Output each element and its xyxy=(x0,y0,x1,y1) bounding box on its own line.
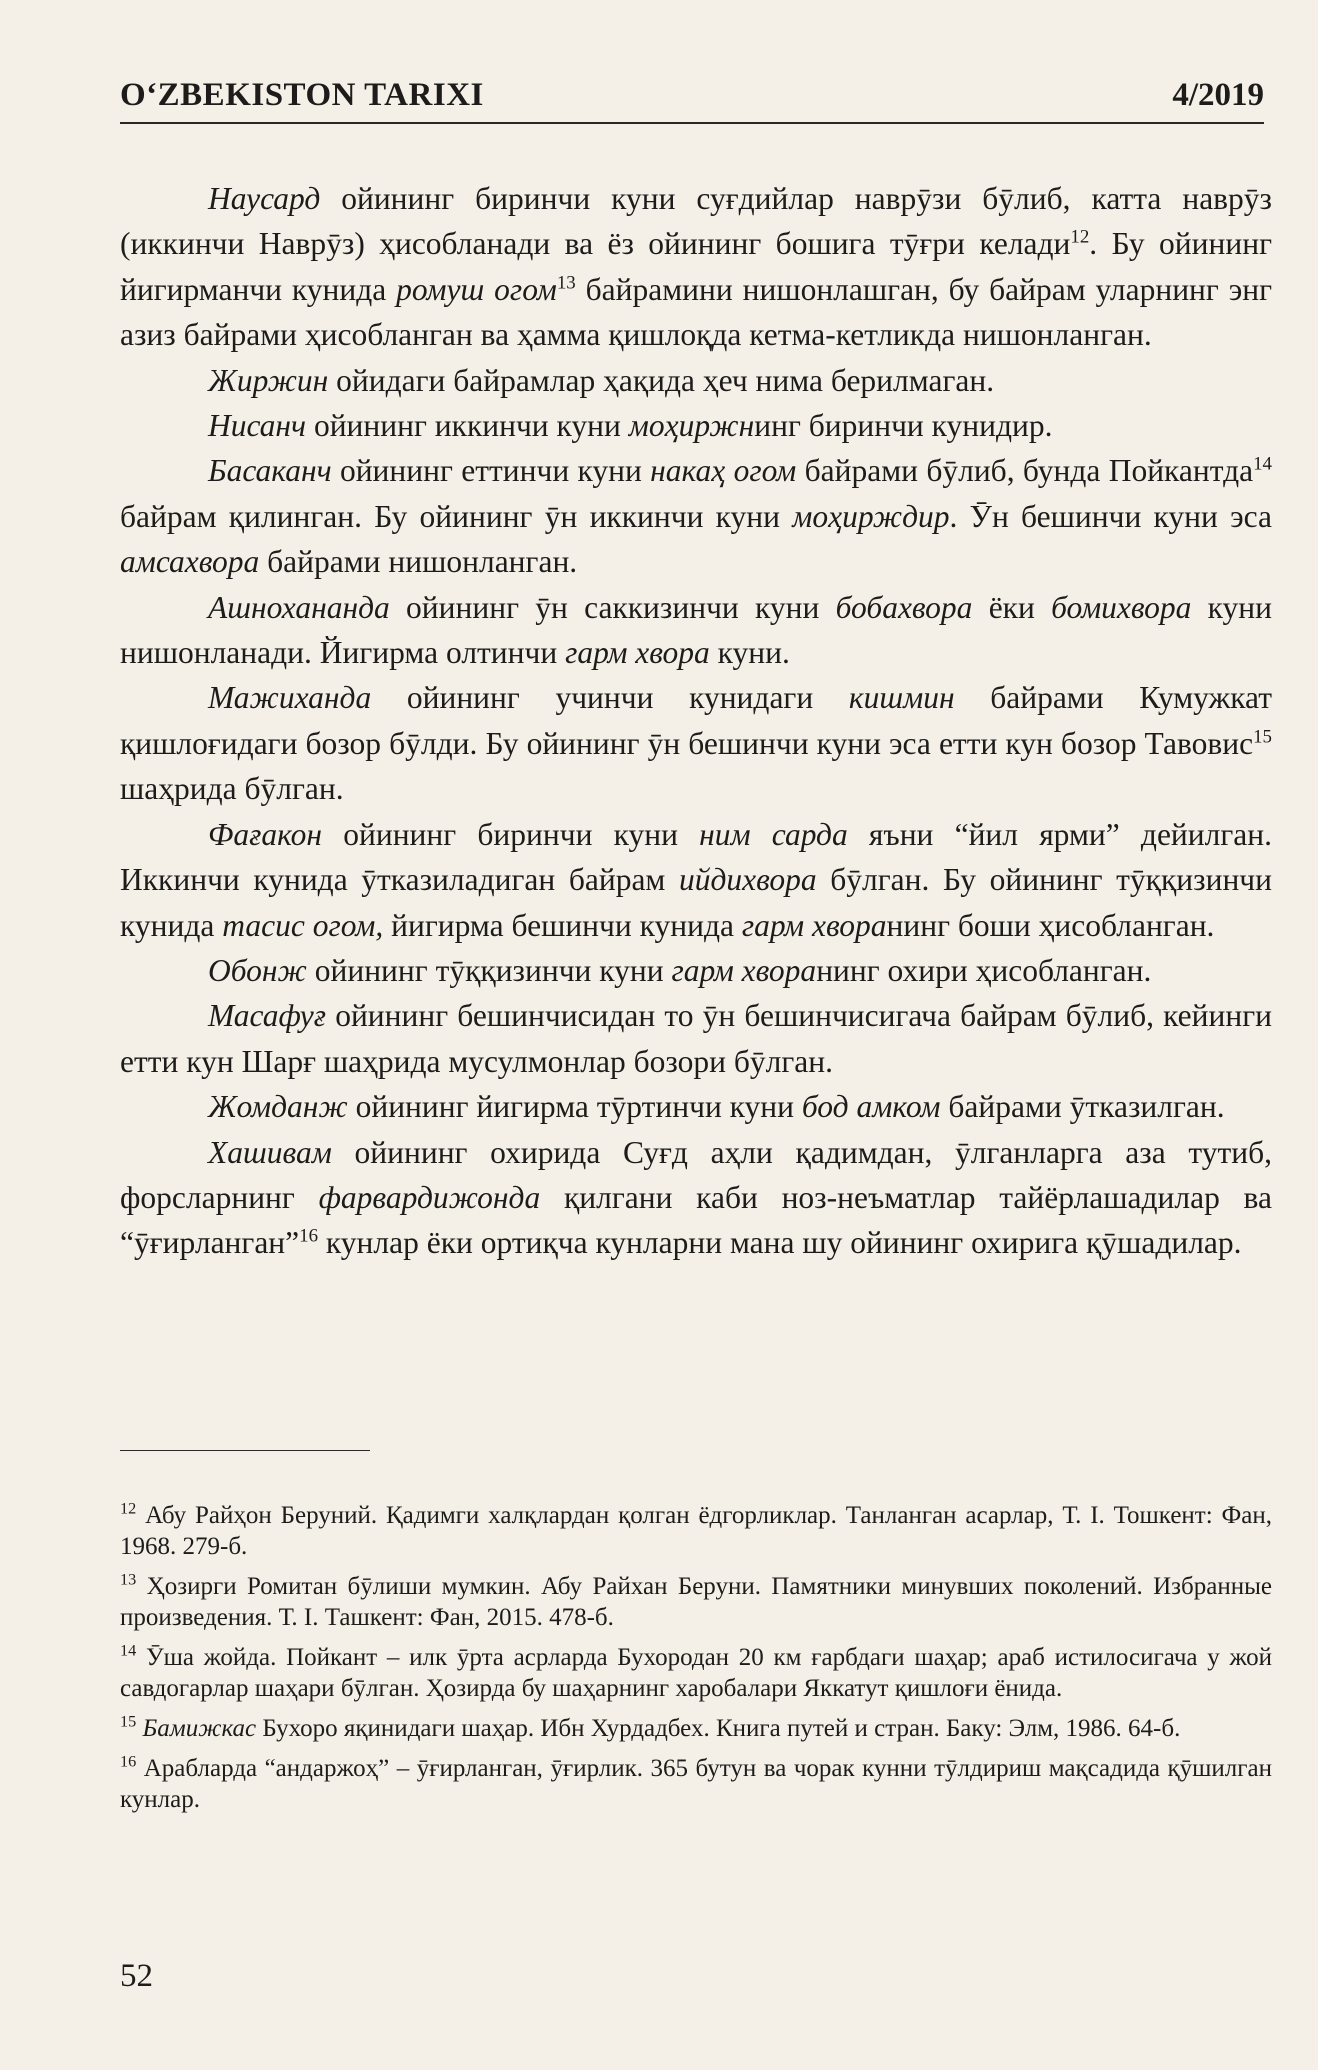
italic-term: накаҳ огом xyxy=(650,453,797,489)
italic-term: ромуш огом xyxy=(396,271,557,307)
text-run: байрамини нишонлашган, бу байрам уларнинг энг азиз байрами ҳисобланган ва ҳамма қишлоқда кетма-кетликда нишонланган. xyxy=(120,271,1273,353)
paragraph xyxy=(120,675,1272,811)
paragraph xyxy=(120,993,1272,1084)
text-run: куни. xyxy=(709,635,790,671)
footnote xyxy=(120,1753,1272,1815)
footnote-ref: 13 xyxy=(120,1570,137,1589)
issue-number: 4/2019 xyxy=(1172,77,1264,113)
text-run: байрами нишонланган. xyxy=(259,544,578,580)
paragraph xyxy=(120,812,1272,948)
running-head xyxy=(120,62,1264,124)
text-run: шаҳрида бӯлган. xyxy=(120,771,344,807)
text-run: байрам қилинган. Бу ойининг ӯн иккинчи куни xyxy=(120,498,793,534)
text-run: ойининг биринчи куни xyxy=(322,816,700,852)
italic-term: Жиржин xyxy=(208,362,329,398)
footnote xyxy=(120,1713,1272,1744)
paragraph xyxy=(120,585,1272,676)
text-run: . Ӯн бешинчи куни эса xyxy=(949,498,1272,534)
text-run: ойининг учинчи кунидаги xyxy=(371,680,849,716)
italic-term: Басаканч xyxy=(208,453,332,489)
text-run: Бухоро яқинидаги шаҳар. Ибн Хурдадбех. Книга путей и стран. Баку: Элм, 1986. 64-б. xyxy=(256,1715,1181,1742)
text-run: бӯлган. Бу ойининг тӯққизинчи кунида xyxy=(120,862,1272,943)
paragraph xyxy=(120,176,1272,358)
journal-title: O‘ZBEKISTON TARIXI xyxy=(120,77,484,113)
footnote-ref: 14 xyxy=(1253,453,1272,475)
paragraph xyxy=(120,403,1272,448)
text-run: ойининг тӯққизинчи куни xyxy=(306,952,672,988)
text-run: яъни “йил ярми” дейилган. Иккинчи кунида ӯтказиладиган байрам xyxy=(120,816,1272,898)
footnote xyxy=(120,1571,1272,1633)
text-run: куни нишонланади. Йигирма олтинчи xyxy=(120,589,1272,671)
footnote-ref: 15 xyxy=(120,1712,137,1731)
italic-term: амсахвора xyxy=(120,544,260,580)
text-run: ойининг охирида Суғд аҳли қадимдан, ӯлганларга аза тутиб, форсларнинг xyxy=(120,1134,1272,1215)
italic-term: Бамижкас xyxy=(142,1715,257,1742)
italic-term: тасис огом, xyxy=(222,907,384,943)
italic-term: Мажиханда xyxy=(208,680,372,716)
text-run: ойининг еттинчи куни xyxy=(331,453,651,489)
footnote xyxy=(120,1642,1272,1704)
footnote-ref: 16 xyxy=(120,1752,137,1771)
paragraph xyxy=(120,1130,1272,1266)
footnote-ref: 12 xyxy=(120,1499,137,1518)
text-run: ойидаги байрамлар ҳақида ҳеч нима берилмаган. xyxy=(328,362,995,398)
text-run: ойининг иккинчи куни xyxy=(306,408,629,444)
text-run: ойининг биринчи куни суғдийлар наврӯзи бӯлиб, катта наврӯз (иккинчи Наврӯз) ҳисобланади ва ёз ойининг бошига тӯғри келади xyxy=(120,181,1272,262)
footnote-ref: 13 xyxy=(556,272,576,294)
italic-term: Хашивам xyxy=(208,1134,332,1170)
footnote-rule xyxy=(120,1450,370,1451)
text-run: ойининг ӯн саккизинчи куни xyxy=(389,589,836,625)
text-run: ойининг йигирма тӯртинчи куни xyxy=(347,1089,802,1125)
italic-term: гарм хвора xyxy=(565,635,710,671)
italic-term: фарвардижонда xyxy=(318,1179,541,1215)
text-run: Ҳозирги Ромитан бӯлиши мумкин. Абу Райхан Беруни. Памятники минувших поколений. Избранные произведения. Т. I. Ташкент: Фан, 2015. 478-б. xyxy=(120,1573,1272,1631)
text-run: кунлар ёки ортиқча кунларни мана шу ойининг охирига қӯшадилар. xyxy=(318,1225,1242,1261)
italic-term: гарм хвора xyxy=(671,952,817,988)
footnote-ref: 14 xyxy=(120,1641,137,1660)
footnotes xyxy=(120,1500,1272,1824)
text-run: байрами бӯлиб, бунда Пойкантда xyxy=(796,453,1254,489)
text-run: Арабларда “андаржоҳ” – ӯғирланган, ӯғирлик. 365 бутун ва чорак кунни тӯлдириш мақсадида қӯшилган кунлар. xyxy=(120,1755,1272,1813)
page-number: 52 xyxy=(120,1958,153,1994)
italic-term: Обонж xyxy=(208,952,307,988)
text-run: Ӯша жойда. Пойкант – илк ӯрта асрларда Бухородан 20 км ғарбдаги шаҳар; араб истилосигача у жой савдогарлар шаҳари бӯлган. Ҳозирда бу шаҳарнинг харобалари Яккатут қишлоғи ёнида. xyxy=(120,1644,1272,1702)
italic-term: Масафуғ xyxy=(208,998,327,1034)
italic-term: ним сарда xyxy=(699,816,848,852)
paragraph xyxy=(120,448,1272,584)
italic-term: кишмин xyxy=(848,680,955,716)
text-run: Абу Райҳон Беруний. Қадимги халқлардан қолган ёдгорликлар. Танланган асарлар, Т. I. Тошкент: Фан, 1968. 279-б. xyxy=(120,1502,1272,1560)
italic-term: Наусард xyxy=(208,181,321,216)
italic-term: бод амком xyxy=(801,1089,941,1125)
italic-term: гарм хвора xyxy=(741,907,887,943)
paragraph xyxy=(120,948,1272,993)
italic-term: бомихвора xyxy=(1051,589,1192,625)
text-run: ёки xyxy=(972,589,1052,625)
body-text xyxy=(120,176,1272,1266)
italic-term: ийдихвора xyxy=(678,862,817,898)
footnote xyxy=(120,1500,1272,1562)
text-run: байрами Кумужкат қишлоғидаги бозор бӯлди. Бу ойининг ӯн бешинчи куни эса етти кун бозор Тавовис xyxy=(120,680,1272,761)
paragraph xyxy=(120,1084,1272,1129)
footnote-ref: 12 xyxy=(1070,226,1090,248)
text-run: йигирма бешинчи кунида xyxy=(383,907,742,943)
text-run: . Бу ойининг йигирманчи кунида xyxy=(120,226,1272,307)
italic-term: Нисанч xyxy=(208,408,307,444)
italic-term: моҳиржн xyxy=(628,408,755,444)
text-run: ойининг бешинчисидан то ӯн бешинчисигача байрам бӯлиб, кейинги етти кун Шарғ шаҳрида мусулмонлар бозори бӯлган. xyxy=(120,998,1272,1079)
text-run: нинг охири ҳисобланган. xyxy=(816,952,1152,988)
text-run: инг биринчи кунидир. xyxy=(754,408,1053,444)
text-run: нинг боши ҳисобланган. xyxy=(886,907,1215,943)
footnote-ref: 15 xyxy=(1253,726,1272,748)
italic-term: Фағакон xyxy=(208,816,323,852)
italic-term: Жомданж xyxy=(208,1089,348,1125)
text-run: қилгани каби ноз-неъматлар тайёрлашадилар ва “ӯғирланган” xyxy=(120,1179,1272,1261)
italic-term: моҳирждир xyxy=(792,498,950,534)
text-run: байрами ӯтказилган. xyxy=(940,1089,1225,1125)
italic-term: Ашнохананда xyxy=(208,589,390,625)
paragraph xyxy=(120,358,1272,403)
italic-term: бобахвора xyxy=(835,589,973,625)
footnote-ref: 16 xyxy=(299,1225,319,1247)
